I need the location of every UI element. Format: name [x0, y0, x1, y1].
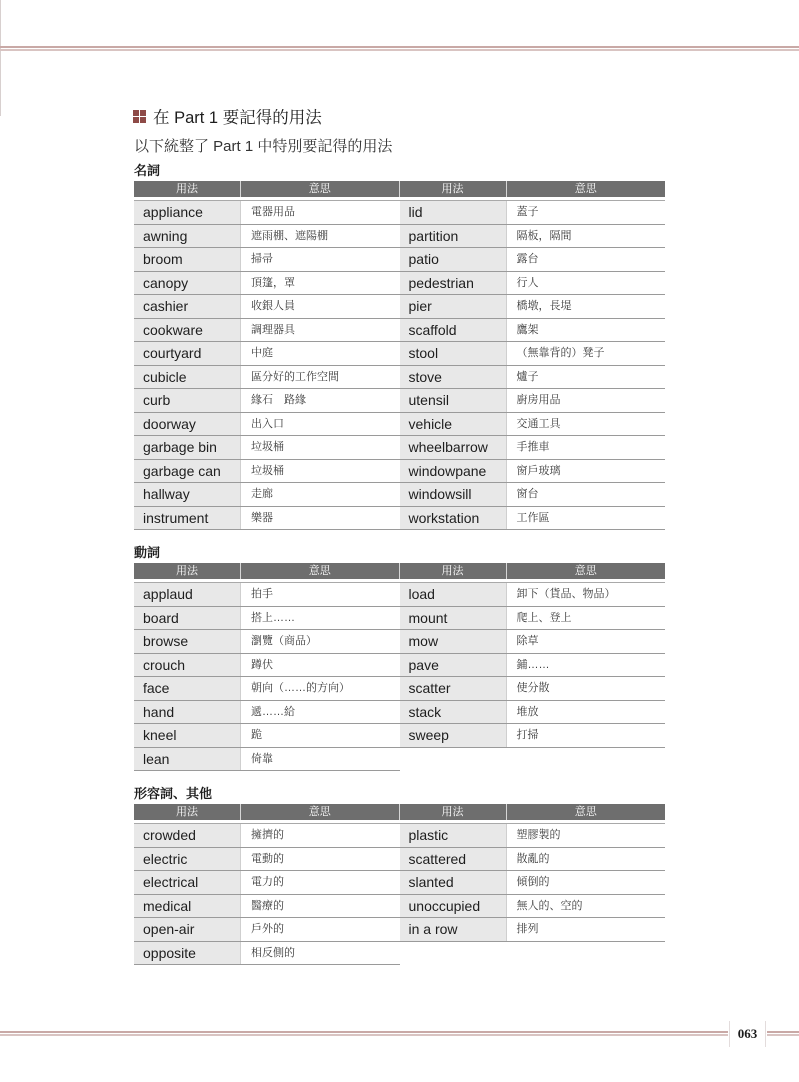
table-row [134, 483, 400, 507]
vocab-meaning: 垃圾桶 [241, 436, 400, 459]
vocab-meaning: 堆放 [507, 701, 666, 724]
table-row [400, 654, 666, 678]
table-column-group-left [134, 201, 400, 530]
table-row [134, 319, 400, 343]
table-row [400, 342, 666, 366]
table-row [134, 507, 400, 531]
header-meaning: 意思 [241, 804, 400, 820]
table-row [400, 871, 666, 895]
table-row [400, 677, 666, 701]
section-label-nouns: 名詞 [134, 163, 161, 178]
table-row [134, 630, 400, 654]
vocab-meaning: 打掃 [507, 724, 666, 747]
vocab-meaning: 鋪…… [507, 654, 666, 677]
table-row [400, 319, 666, 343]
vocab-meaning: 卸下（貨品、物品） [507, 583, 666, 606]
table-row [400, 225, 666, 249]
vocab-meaning: 電動的 [241, 848, 400, 871]
left-margin-rule [0, 0, 1, 116]
table-row [400, 366, 666, 390]
header-meaning: 意思 [574, 806, 597, 818]
vocab-word: lid [400, 201, 507, 224]
vocab-word: plastic [400, 824, 507, 847]
top-rule [0, 46, 799, 51]
vocab-meaning: 調理器具 [241, 319, 400, 342]
table-header [134, 563, 665, 582]
heading-text: 在 Part 1 要記得的用法 [153, 109, 322, 127]
table-row [134, 295, 400, 319]
vocab-meaning: 交通工具 [507, 413, 666, 436]
vocab-word: instrument [134, 507, 241, 530]
vocab-table-verbs [134, 563, 665, 771]
vocab-word: electric [134, 848, 241, 871]
table-row [134, 654, 400, 678]
vocab-word: sweep [400, 724, 507, 747]
vocab-word: stove [400, 366, 507, 389]
vocab-meaning: 行人 [507, 272, 666, 295]
vocab-meaning: 窗戶玻璃 [507, 460, 666, 483]
header-meaning: 意思 [574, 183, 597, 195]
vocab-meaning: 遞……給 [241, 701, 400, 724]
vocab-meaning: 擁擠的 [241, 824, 400, 847]
vocab-table-nouns [134, 181, 665, 530]
vocab-word: scattered [400, 848, 507, 871]
vocab-meaning: 爬上、登上 [507, 607, 666, 630]
vocab-word: unoccupied [400, 895, 507, 918]
table-row [400, 389, 666, 413]
table-row [400, 583, 666, 607]
vocab-word: hallway [134, 483, 241, 506]
vocab-meaning: 瀏覽（商品） [241, 630, 400, 653]
vocab-word: face [134, 677, 241, 700]
vocab-meaning: 散亂的 [507, 848, 666, 871]
vocab-word: pave [400, 654, 507, 677]
vocab-meaning: 無人的、空的 [507, 895, 666, 918]
vocab-word: vehicle [400, 413, 507, 436]
section-label-adjectives-others: 形容詞、其他 [134, 786, 213, 801]
vocab-word: scaffold [400, 319, 507, 342]
table-row [400, 701, 666, 725]
vocab-word: load [400, 583, 507, 606]
header-meaning: 意思 [241, 181, 400, 197]
vocab-word: garbage can [134, 460, 241, 483]
vocab-meaning: 跪 [241, 724, 400, 747]
section-label-verbs: 動詞 [134, 545, 161, 560]
vocab-meaning: 搭上…… [241, 607, 400, 630]
table-row [400, 413, 666, 437]
vocab-word: open-air [134, 918, 241, 941]
table-row [400, 483, 666, 507]
vocab-meaning: 隔板，隔間 [507, 225, 666, 248]
table-row [400, 724, 666, 748]
vocab-meaning: 醫療的 [241, 895, 400, 918]
four-squares-icon [133, 110, 146, 123]
vocab-meaning: 朝向（……的方向） [241, 677, 400, 700]
vocab-word: curb [134, 389, 241, 412]
section-heading [133, 105, 322, 127]
table-row [134, 248, 400, 272]
vocab-word: stool [400, 342, 507, 365]
vocab-word: utensil [400, 389, 507, 412]
vocab-table-adjectives-others [134, 804, 665, 965]
table-row [400, 272, 666, 296]
table-row [134, 677, 400, 701]
vocab-meaning: 窗台 [507, 483, 666, 506]
vocab-word: crouch [134, 654, 241, 677]
table-row [134, 436, 400, 460]
table-column-group-left [134, 583, 400, 771]
vocab-meaning: 露台 [507, 248, 666, 271]
vocab-word: cookware [134, 319, 241, 342]
table-row [400, 918, 666, 942]
header-usage: 用法 [134, 181, 241, 197]
table-row [400, 201, 666, 225]
vocab-word: hand [134, 701, 241, 724]
header-usage: 用法 [400, 804, 507, 820]
subtitle: 以下統整了 Part 1 中特別要記得的用法 [134, 138, 393, 155]
footer-rule-right [767, 1031, 799, 1036]
vocab-meaning: 蹲伏 [241, 654, 400, 677]
vocab-word: patio [400, 248, 507, 271]
vocab-meaning: 電器用品 [241, 201, 400, 224]
table-row [400, 630, 666, 654]
vocab-meaning: 塑膠製的 [507, 824, 666, 847]
vocab-meaning: 掃帚 [241, 248, 400, 271]
vocab-meaning: 相反側的 [241, 942, 400, 965]
vocab-meaning: 蓋子 [507, 201, 666, 224]
table-row [400, 460, 666, 484]
vocab-meaning: 出入口 [241, 413, 400, 436]
vocab-meaning: 傾倒的 [507, 871, 666, 894]
vocab-word: awning [134, 225, 241, 248]
vocab-word: cashier [134, 295, 241, 318]
table-row [134, 724, 400, 748]
vocab-word: crowded [134, 824, 241, 847]
vocab-meaning: 使分散 [507, 677, 666, 700]
table-row [134, 272, 400, 296]
vocab-meaning: 垃圾桶 [241, 460, 400, 483]
vocab-meaning: 頂篷，罩 [241, 272, 400, 295]
vocab-word: slanted [400, 871, 507, 894]
vocab-word: pier [400, 295, 507, 318]
table-row [134, 225, 400, 249]
footer-rule-left [0, 1031, 728, 1036]
vocab-meaning: 區分好的工作空間 [241, 366, 400, 389]
vocab-meaning: 倚靠 [241, 748, 400, 771]
table-row [134, 701, 400, 725]
vocab-meaning: （無靠背的）凳子 [507, 342, 666, 365]
vocab-meaning: 排列 [507, 918, 666, 941]
vocab-meaning: 拍手 [241, 583, 400, 606]
vocab-meaning: 走廊 [241, 483, 400, 506]
table-header [134, 804, 665, 823]
table-row [134, 848, 400, 872]
vocab-word: wheelbarrow [400, 436, 507, 459]
vocab-word: windowpane [400, 460, 507, 483]
table-column-group-right [400, 824, 666, 965]
header-usage: 用法 [400, 563, 507, 579]
vocab-meaning: 手推車 [507, 436, 666, 459]
vocab-word: in a row [400, 918, 507, 941]
table-row [134, 607, 400, 631]
table-row [134, 871, 400, 895]
vocab-word: browse [134, 630, 241, 653]
vocab-word: electrical [134, 871, 241, 894]
vocab-meaning: 中庭 [241, 342, 400, 365]
vocab-word: applaud [134, 583, 241, 606]
vocab-word: workstation [400, 507, 507, 530]
vocab-word: canopy [134, 272, 241, 295]
table-row [134, 942, 400, 966]
vocab-meaning: 廚房用品 [507, 389, 666, 412]
vocab-word: appliance [134, 201, 241, 224]
table-row [400, 607, 666, 631]
vocab-meaning: 橋墩，長堤 [507, 295, 666, 318]
header-usage: 用法 [134, 804, 241, 820]
table-row [134, 583, 400, 607]
table-row [134, 460, 400, 484]
vocab-word: medical [134, 895, 241, 918]
table-row [134, 748, 400, 772]
vocab-meaning: 緣石 路緣 [241, 389, 400, 412]
vocab-word: doorway [134, 413, 241, 436]
table-row [134, 366, 400, 390]
vocab-word: mow [400, 630, 507, 653]
table-row [134, 824, 400, 848]
vocab-word: lean [134, 748, 241, 771]
table-row [134, 201, 400, 225]
table-row [400, 824, 666, 848]
table-row [400, 848, 666, 872]
vocab-meaning: 樂器 [241, 507, 400, 530]
vocab-meaning: 工作區 [507, 507, 666, 530]
header-meaning: 意思 [241, 563, 400, 579]
table-column-group-right [400, 583, 666, 771]
table-row [400, 507, 666, 531]
table-row [400, 248, 666, 272]
vocab-meaning: 爐子 [507, 366, 666, 389]
vocab-word: opposite [134, 942, 241, 965]
header-meaning: 意思 [574, 565, 597, 577]
page-number: 063 [737, 1026, 758, 1041]
table-row [400, 895, 666, 919]
vocab-word: stack [400, 701, 507, 724]
vocab-meaning: 收銀人員 [241, 295, 400, 318]
vocab-word: broom [134, 248, 241, 271]
header-usage: 用法 [134, 563, 241, 579]
vocab-word: partition [400, 225, 507, 248]
table-row [400, 436, 666, 460]
table-column-group-right [400, 201, 666, 530]
vocab-word: garbage bin [134, 436, 241, 459]
table-row [134, 389, 400, 413]
vocab-word: mount [400, 607, 507, 630]
table-header [134, 181, 665, 200]
vocab-word: kneel [134, 724, 241, 747]
vocab-meaning: 電力的 [241, 871, 400, 894]
table-row [134, 413, 400, 437]
vocab-word: board [134, 607, 241, 630]
vocab-meaning: 戶外的 [241, 918, 400, 941]
table-row [134, 895, 400, 919]
vocab-meaning: 鷹架 [507, 319, 666, 342]
vocab-word: scatter [400, 677, 507, 700]
vocab-word: windowsill [400, 483, 507, 506]
vocab-word: courtyard [134, 342, 241, 365]
header-usage: 用法 [400, 181, 507, 197]
vocab-meaning: 除草 [507, 630, 666, 653]
vocab-meaning: 遮雨棚、遮陽棚 [241, 225, 400, 248]
page-number-box [729, 1021, 766, 1047]
table-row [400, 295, 666, 319]
vocab-word: cubicle [134, 366, 241, 389]
vocab-word: pedestrian [400, 272, 507, 295]
table-column-group-left [134, 824, 400, 965]
table-row [134, 918, 400, 942]
table-row [134, 342, 400, 366]
